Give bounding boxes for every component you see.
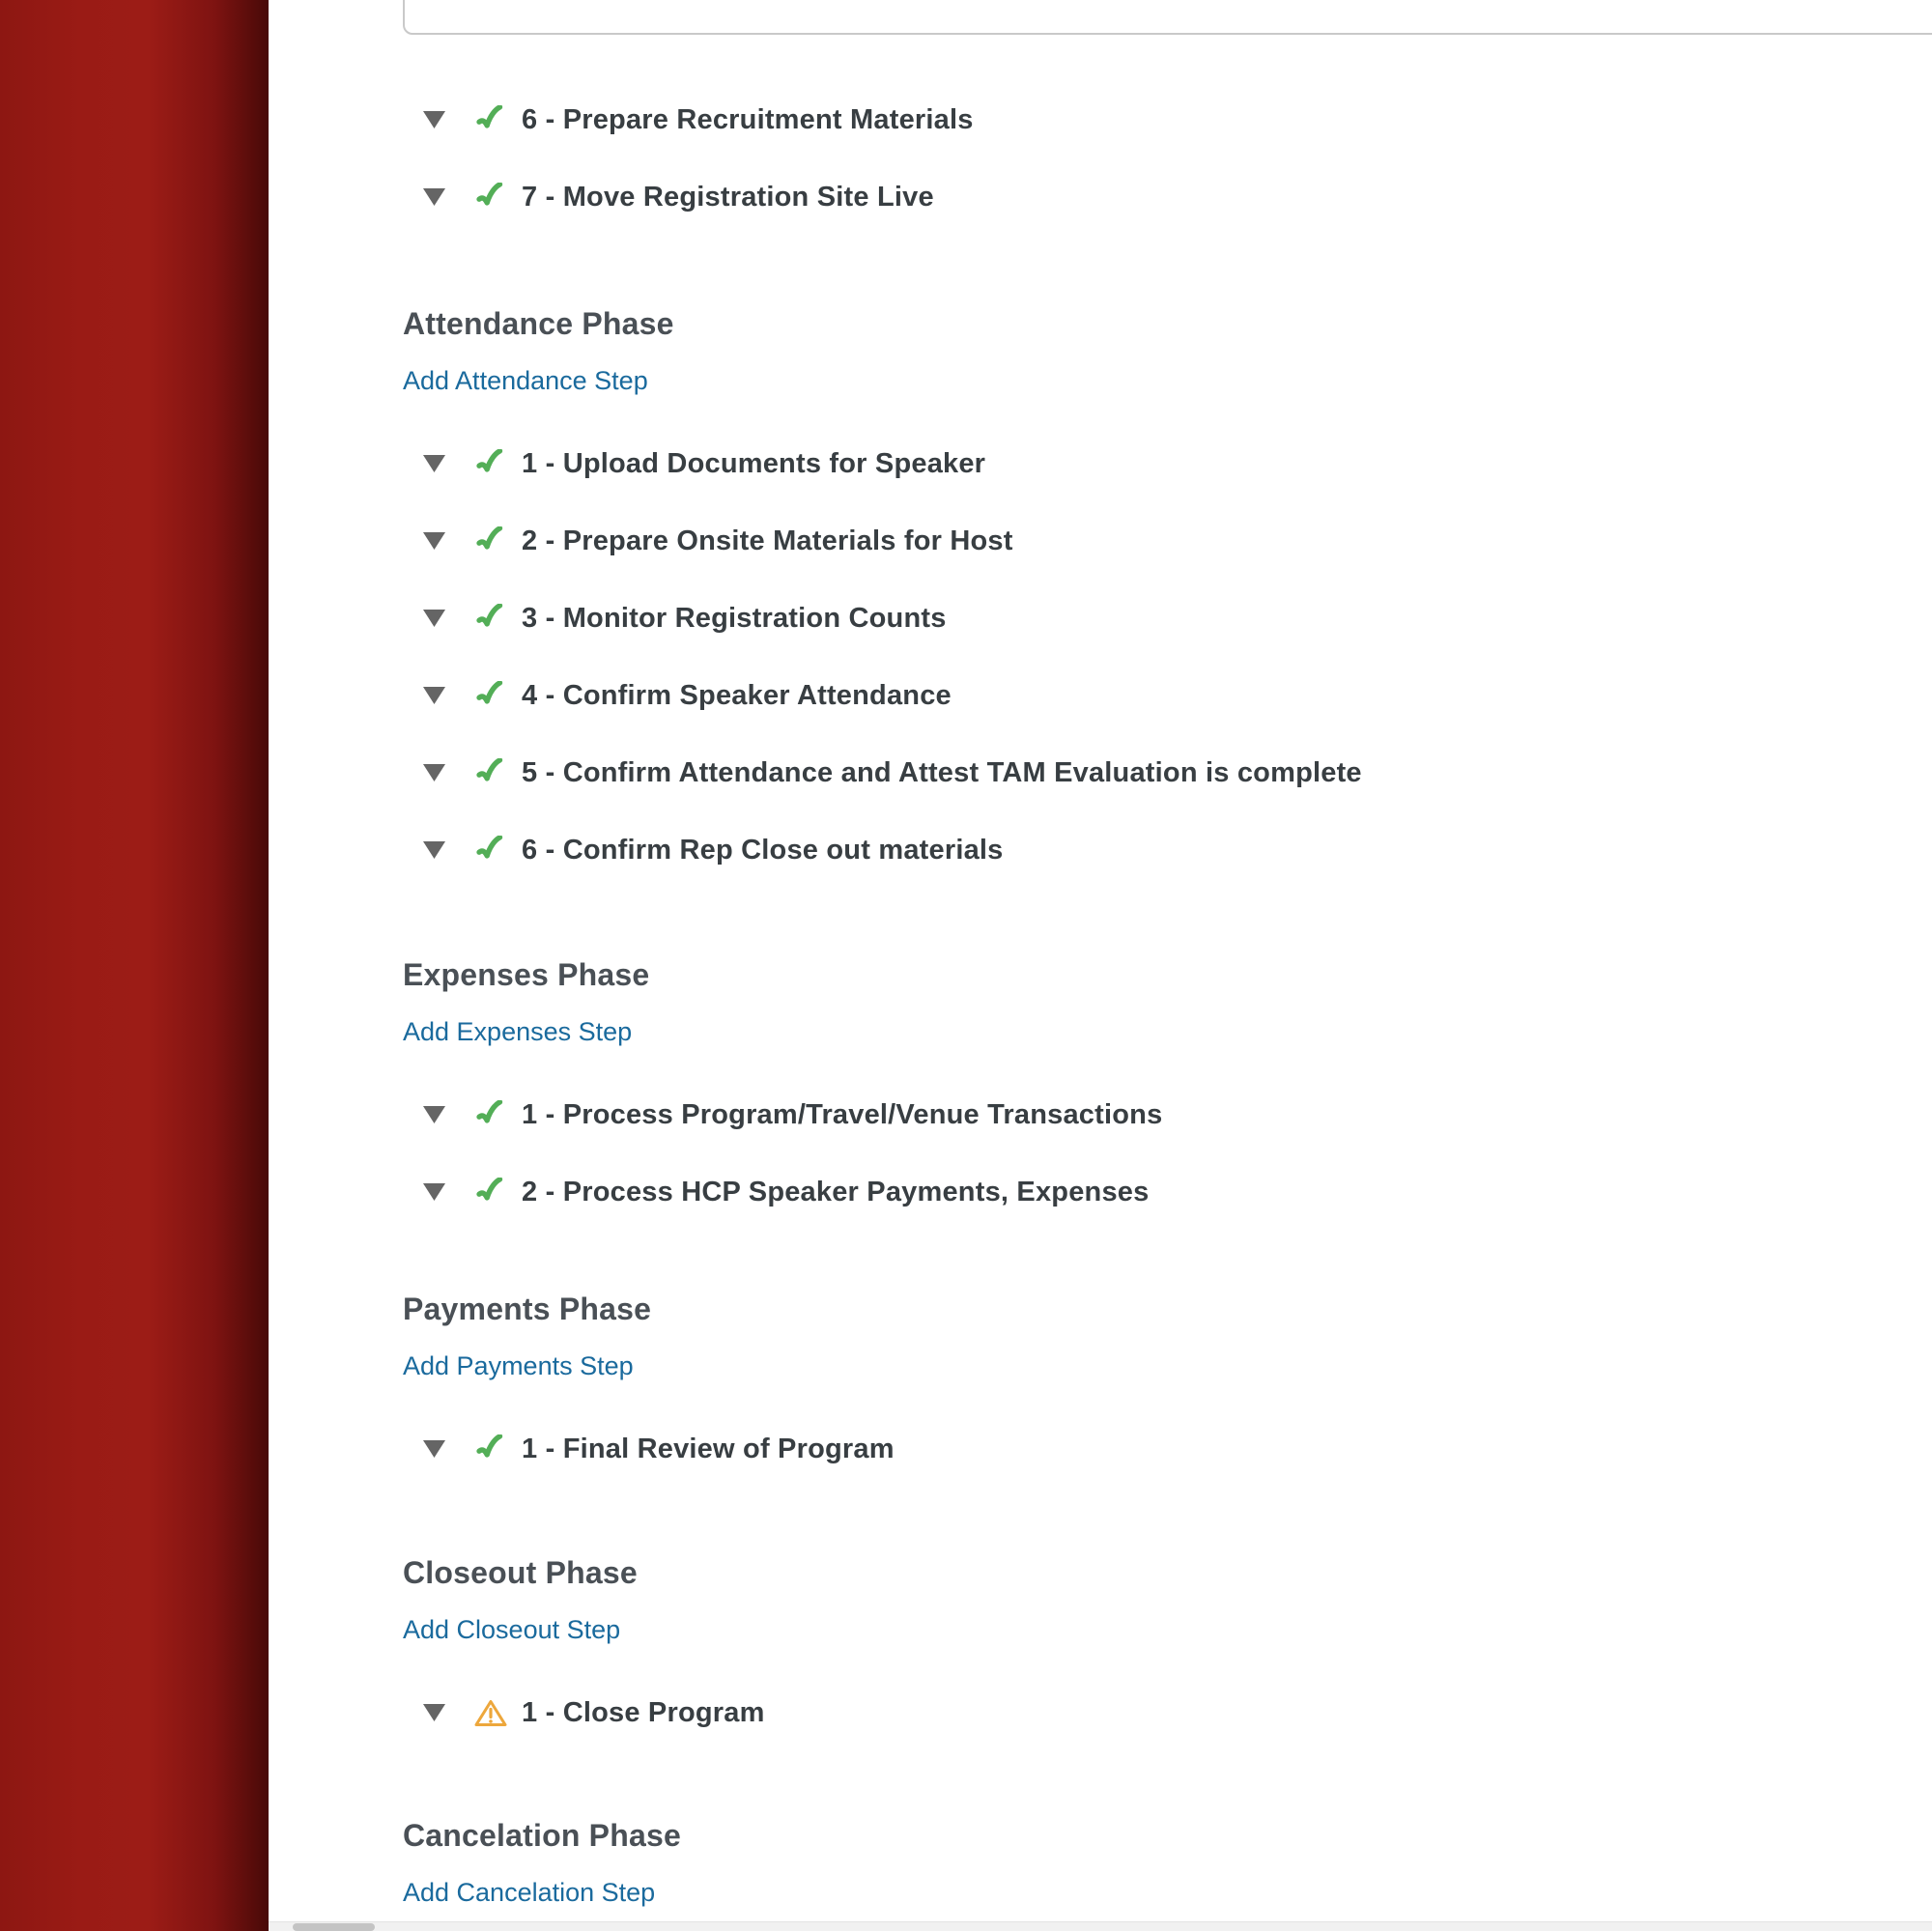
- chevron-down-icon[interactable]: [422, 1182, 446, 1202]
- step-label: 3 - Monitor Registration Counts: [522, 602, 947, 634]
- step-complete-check-icon: [473, 681, 505, 710]
- add-attendance-step-link[interactable]: Add Attendance Step: [403, 366, 648, 395]
- phase-title-closeout: Closeout Phase: [403, 1555, 638, 1590]
- chevron-down-icon[interactable]: [422, 686, 446, 705]
- step-row: [269, 1076, 1932, 1153]
- step-complete-check-icon: [473, 449, 505, 478]
- step-complete-check-icon: [473, 105, 505, 134]
- step-row: [269, 81, 1932, 158]
- step-complete-check-icon: [473, 758, 505, 787]
- chevron-down-icon[interactable]: [422, 187, 446, 207]
- main-content: [269, 0, 1932, 1931]
- chevron-down-icon[interactable]: [422, 1439, 446, 1459]
- horizontal-scrollbar[interactable]: [269, 1921, 1932, 1931]
- add-payments-step-link[interactable]: Add Payments Step: [403, 1351, 634, 1380]
- top-input-box[interactable]: [403, 0, 1932, 35]
- chevron-down-icon[interactable]: [422, 763, 446, 782]
- step-complete-check-icon: [473, 526, 505, 555]
- add-closeout-step-link[interactable]: Add Closeout Step: [403, 1615, 621, 1644]
- chevron-down-icon[interactable]: [422, 609, 446, 628]
- phase-title-expenses: Expenses Phase: [403, 957, 650, 992]
- step-row: [269, 580, 1932, 657]
- step-complete-check-icon: [473, 1434, 505, 1463]
- phase-title-payments: Payments Phase: [403, 1292, 652, 1326]
- chevron-down-icon[interactable]: [422, 531, 446, 551]
- step-row: [269, 1674, 1932, 1751]
- step-complete-check-icon: [473, 1178, 505, 1207]
- step-label: 1 - Process Program/Travel/Venue Transactions: [522, 1098, 1163, 1130]
- step-label: 4 - Confirm Speaker Attendance: [522, 679, 952, 711]
- step-row: [269, 1410, 1932, 1488]
- step-row: [269, 657, 1932, 734]
- step-label: 1 - Final Review of Program: [522, 1433, 895, 1464]
- step-row: [269, 734, 1932, 811]
- step-complete-check-icon: [473, 604, 505, 633]
- attendance-steps: [269, 425, 1932, 889]
- step-label: 1 - Upload Documents for Speaker: [522, 447, 986, 479]
- step-warning-icon: [473, 1698, 508, 1728]
- phase-title-attendance: Attendance Phase: [403, 306, 674, 341]
- scrollbar-thumb[interactable]: [293, 1923, 375, 1931]
- chevron-down-icon[interactable]: [422, 840, 446, 860]
- step-row: [269, 1153, 1932, 1231]
- add-cancelation-step-link[interactable]: Add Cancelation Step: [403, 1878, 656, 1907]
- step-label: 5 - Confirm Attendance and Attest TAM Evaluation is complete: [522, 756, 1362, 788]
- step-label: 7 - Move Registration Site Live: [522, 181, 934, 213]
- step-label: 1 - Close Program: [522, 1696, 765, 1728]
- chevron-down-icon[interactable]: [422, 110, 446, 129]
- step-complete-check-icon: [473, 183, 505, 212]
- step-row: [269, 502, 1932, 580]
- chevron-down-icon[interactable]: [422, 1105, 446, 1124]
- phase-title-cancelation: Cancelation Phase: [403, 1818, 681, 1853]
- add-expenses-step-link[interactable]: Add Expenses Step: [403, 1017, 633, 1046]
- step-label: 2 - Process HCP Speaker Payments, Expenses: [522, 1176, 1150, 1207]
- step-label: 2 - Prepare Onsite Materials for Host: [522, 525, 1013, 556]
- expenses-steps: [269, 1076, 1932, 1231]
- step-row: [269, 811, 1932, 889]
- step-complete-check-icon: [473, 1100, 505, 1129]
- closeout-steps: [269, 1674, 1932, 1751]
- step-label: 6 - Prepare Recruitment Materials: [522, 103, 974, 135]
- step-row: [269, 158, 1932, 236]
- step-row: [269, 425, 1932, 502]
- partial-phase-steps: [269, 81, 1932, 236]
- step-label: 6 - Confirm Rep Close out materials: [522, 834, 1004, 866]
- step-complete-check-icon: [473, 836, 505, 865]
- left-nav-sidebar: [0, 0, 269, 1931]
- chevron-down-icon[interactable]: [422, 454, 446, 473]
- payments-steps: [269, 1410, 1932, 1488]
- chevron-down-icon[interactable]: [422, 1703, 446, 1722]
